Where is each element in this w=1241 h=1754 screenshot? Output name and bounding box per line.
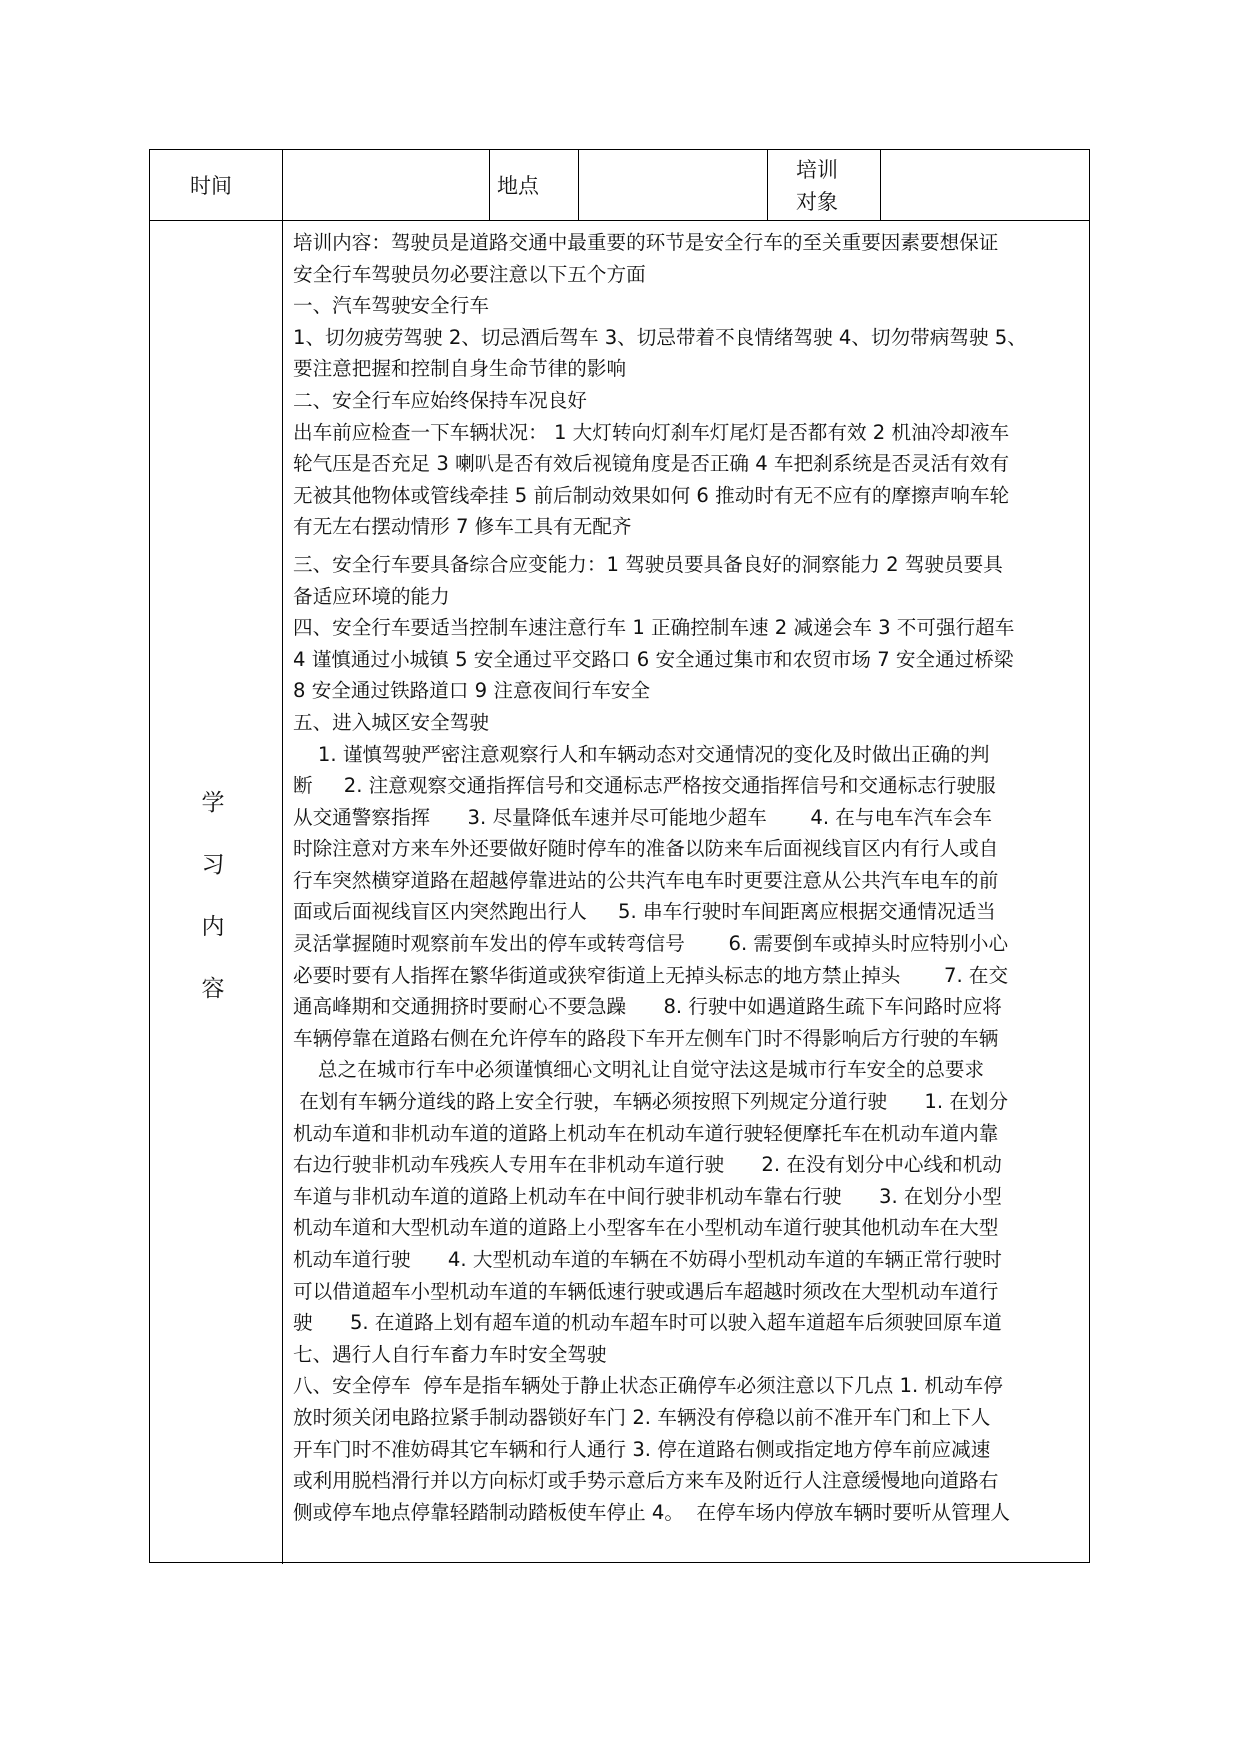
content-line: 机动车道行驶 4. 大型机动车道的车辆在不妨碍小型机动车道的车辆正常行驶时 [293, 1248, 1002, 1271]
place-value-cell[interactable] [579, 150, 766, 219]
target-label-line2: 对象 [796, 190, 838, 214]
content-line: 机动车道和大型机动车道的道路上小型客车在小型机动车道行驶其他机动车在大型 [293, 1216, 999, 1240]
content-line: 总之在城市行车中必须谨慎细心文明礼让自觉守法这是城市行车安全的总要求 [293, 1058, 985, 1082]
place-label: 地点 [497, 174, 539, 198]
content-line: 二、安全行车应始终保持车况良好 [293, 388, 587, 412]
side-label-char-4: 容 [201, 976, 225, 1002]
content-line: 车辆停靠在道路右侧在允许停车的路段下车开左侧车门时不得影响后方行驶的车辆 [293, 1026, 999, 1050]
content-line: 1. 谨慎驾驶严密注意观察行人和车辆动态对交通情况的变化及时做出正确的判 [293, 742, 990, 766]
label-column-divider [282, 150, 283, 1564]
content-line: 出车前应检查一下车辆状况： 1 大灯转向灯刹车灯尾灯是否都有效 2 机油冷却液车 [293, 420, 1010, 444]
content-line: 断 2. 注意观察交通指挥信号和交通标志严格按交通指挥信号和交通标志行驶服 [293, 774, 996, 798]
content-line: 有无左右摆动情形 7 修车工具有无配齐 [293, 515, 632, 539]
content-line: 4 谨慎通过小城镇 5 安全通过平交路口 6 安全通过集市和农贸市场 7 安全通过桥梁 [293, 647, 1014, 671]
content-line: 机动车道和非机动车道的道路上机动车在机动车道行驶轻便摩托车在机动车道内靠 [293, 1121, 999, 1145]
side-label-char-1: 学 [201, 790, 225, 816]
content-line: 可以借道超车小型机动车道的车辆低速行驶或遇后车超越时须改在大型机动车道行 [293, 1279, 999, 1303]
content-line: 或利用脱档滑行并以方向标灯或手势示意后方来车及附近行人注意缓慢地向道路右 [293, 1469, 999, 1493]
target-label-line1: 培训 [796, 158, 838, 182]
content-line: 面或后面视线盲区内突然跑出行人 5. 串车行驶时车间距离应根据交通情况适当 [293, 900, 996, 924]
content-line: 灵活掌握随时观察前车发出的停车或转弯信号 6. 需要倒车或掉头时应特别小心 [293, 932, 1009, 956]
content-line: 8 安全通过铁路道口 9 注意夜间行车安全 [293, 679, 651, 703]
place-value-divider [767, 150, 768, 221]
content-line: 安全行车驾驶员勿必要注意以下五个方面 [293, 262, 646, 286]
time-value-divider [489, 150, 490, 221]
content-line: 轮气压是否充足 3 喇叭是否有效后视镜角度是否正确 4 车把刹系统是否灵活有效有 [293, 452, 1010, 476]
content-line: 开车门时不准妨碍其它车辆和行人通行 3. 停在道路右侧或指定地方停车前应减速 [293, 1437, 991, 1461]
content-line: 从交通警察指挥 3. 尽量降低车速并尽可能地少超车 4. 在与电车汽车会车 [293, 805, 993, 829]
content-line: 1、切勿疲劳驾驶 2、切忌酒后驾车 3、切忌带着不良情绪驾驶 4、切勿带病驾驶 5、 [293, 325, 1027, 349]
content-line: 通高峰期和交通拥挤时要耐心不要急躁 8. 行驶中如遇道路生疏下车问路时应将 [293, 995, 1002, 1019]
target-value-cell[interactable] [881, 150, 1088, 219]
content-line: 车道与非机动车道的道路上机动车在中间行驶非机动车靠右行驶 3. 在划分小型 [293, 1184, 1002, 1208]
content-line: 培训内容：驾驶员是道路交通中最重要的环节是安全行车的至关重要因素要想保证 [293, 231, 999, 254]
content-line: 驶 5. 在道路上划有超车道的机动车超车时可以驶入超车道超车后须驶回原车道 [293, 1311, 1002, 1335]
content-line: 无被其他物体或管线牵挂 5 前后制动效果如何 6 推动时有无不应有的摩擦声响车轮 [293, 483, 1010, 507]
content-line: 必要时要有人指挥在繁华街道或狭窄街道上无掉头标志的地方禁止掉头 7. 在交 [293, 963, 1009, 987]
time-value-cell[interactable] [284, 150, 489, 219]
content-line: 备适应环境的能力 [293, 584, 450, 608]
side-label-char-2: 习 [201, 852, 225, 878]
header-row-divider [150, 220, 1089, 221]
content-line: 五、进入城区安全驾驶 [293, 710, 489, 734]
side-label-char-3: 内 [201, 914, 225, 940]
content-line: 三、安全行车要具备综合应变能力：1 驾驶员要具备良好的洞察能力 2 驾驶员要具 [293, 552, 1003, 576]
content-line: 要注意把握和控制自身生命节律的影响 [293, 357, 627, 381]
content-line: 四、安全行车要适当控制车速注意行车 1 正确控制车速 2 减递会车 3 不可强行超车 [293, 616, 1015, 640]
time-label: 时间 [190, 174, 232, 198]
content-line: 一、汽车驾驶安全行车 [293, 294, 489, 318]
content-line: 时除注意对方来车外还要做好随时停车的准备以防来车后面视线盲区内有行人或自 [293, 837, 999, 861]
content-line: 放时须关闭电路拉紧手制动器锁好车门 2. 车辆没有停稳以前不准开车门和上下人 [293, 1405, 991, 1429]
study-content-body [293, 227, 1089, 1528]
content-line: 八、安全停车 停车是指车辆处于静止状态正确停车必须注意以下几点 1. 机动车停 [293, 1374, 1003, 1398]
content-line: 侧或停车地点停靠轻踏制动踏板使车停止 4。 在停车场内停放车辆时要听从管理人 [293, 1500, 1010, 1524]
content-line: 七、遇行人自行车畜力车时安全驾驶 [293, 1342, 607, 1366]
content-line: 右边行驶非机动车残疾人专用车在非机动车道行驶 2. 在没有划分中心线和机动 [293, 1153, 1002, 1177]
content-line: 行车突然横穿道路在超越停靠进站的公共汽车电车时更要注意从公共汽车电车的前 [293, 868, 999, 892]
content-line: 在划有车辆分道线的路上安全行驶，车辆必须按照下列规定分道行驶 1. 在划分 [293, 1090, 1009, 1114]
